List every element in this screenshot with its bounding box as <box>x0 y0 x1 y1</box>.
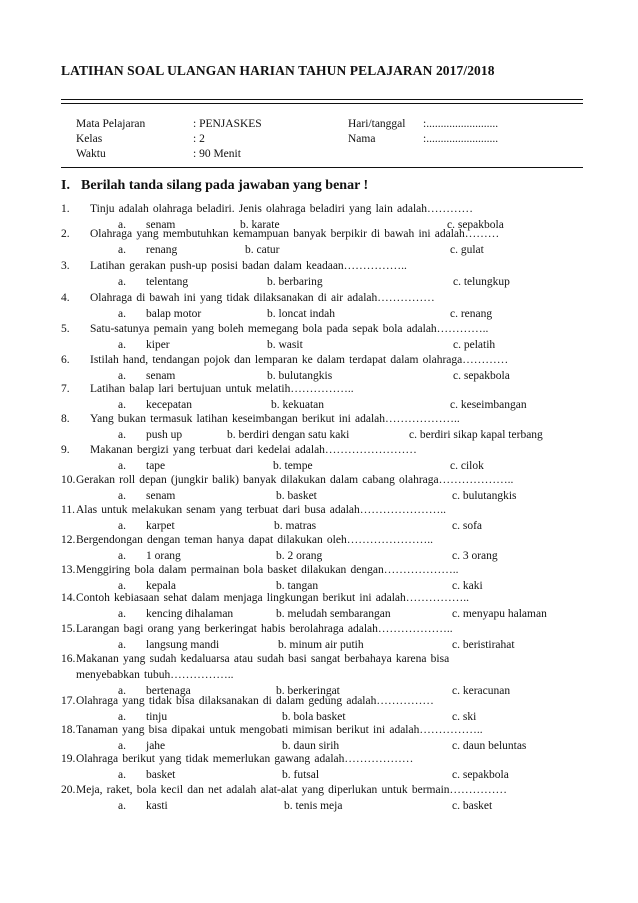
option-a: push up <box>146 429 183 441</box>
option-a: 1 orang <box>146 550 181 562</box>
option-a-letter: a. <box>118 639 126 651</box>
section-instruction: Berilah tanda silang pada jawaban yang benar ! <box>81 178 369 193</box>
option-a-letter: a. <box>118 370 126 382</box>
option-c: c. beristirahat <box>452 639 515 651</box>
option-a: basket <box>146 769 176 781</box>
option-a: karpet <box>146 520 175 532</box>
option-a: bertenaga <box>146 685 191 697</box>
question-text-continued: menyebabkan tubuh…………….. <box>76 669 234 681</box>
question-text: Olahraga berikut yang tidak memerlukan gawang adalah……………… <box>76 753 414 765</box>
option-a-letter: a. <box>118 550 126 562</box>
option-a: senam <box>146 219 176 231</box>
option-a-letter: a. <box>118 800 126 812</box>
option-a: langsung mandi <box>146 639 220 651</box>
option-a-letter: a. <box>118 339 126 351</box>
date-label: Hari/tanggal <box>348 118 406 130</box>
option-a-letter: a. <box>118 308 126 320</box>
question-text: Bergendongan dengan teman hanya dapat dilakukan oleh………………….. <box>76 534 433 546</box>
question-text: Olahraga di bawah ini yang tidak dilaksanakan di air adalah…………… <box>90 292 435 304</box>
question-text: Yang bukan termasuk latihan keseimbangan berikut ini adalah……………….. <box>90 413 460 425</box>
option-c: c. keracunan <box>452 685 511 697</box>
question-text: Gerakan roll depan (jungkir balik) banyak dilakukan dalam cabang olahraga……………….. <box>76 474 514 486</box>
name-value: :......................... <box>423 133 499 145</box>
option-b: b. bola basket <box>282 711 346 723</box>
question-text: Olahraga yang membutuhkan kemampuan banyak berpikir di bawah ini adalah……… <box>90 228 500 240</box>
option-a-letter: a. <box>118 520 126 532</box>
class-label: Kelas <box>76 133 103 145</box>
question-text: Satu-satunya pemain yang boleh memegang bola pada sepak bola adalah………….. <box>90 323 489 335</box>
date-value: :......................... <box>423 118 499 130</box>
option-a-letter: a. <box>118 769 126 781</box>
question-number: 14. <box>61 592 76 604</box>
option-c: c. sepakbola <box>447 219 504 231</box>
header-rule-bottom <box>61 167 583 168</box>
question-number: 6. <box>61 354 70 366</box>
option-c: c. sepakbola <box>453 370 510 382</box>
option-a: kasti <box>146 800 168 812</box>
option-c: c. menyapu halaman <box>452 608 547 620</box>
question-text: Larangan bagi orang yang berkeringat habis berolahraga adalah……………….. <box>76 623 453 635</box>
option-a-letter: a. <box>118 685 126 697</box>
option-c: c. basket <box>452 800 493 812</box>
option-c: c. ski <box>452 711 477 723</box>
time-label: Waktu <box>76 148 106 160</box>
option-a-letter: a. <box>118 608 126 620</box>
question-number: 13. <box>61 564 76 576</box>
option-b: b. tangan <box>276 580 319 592</box>
question-number: 10. <box>61 474 76 486</box>
subject-label: Mata Pelajaran <box>76 118 146 130</box>
option-b: b. minum air putih <box>278 639 364 651</box>
option-a: tinju <box>146 711 168 723</box>
option-c: c. keseimbangan <box>450 399 527 411</box>
subject-value: : PENJASKES <box>193 118 262 130</box>
question-number: 8. <box>61 413 70 425</box>
header-rule-top-second <box>61 103 583 104</box>
option-a-letter: a. <box>118 219 126 231</box>
option-b: b. wasit <box>267 339 303 351</box>
question-text: Makanan yang sudah kedaluarsa atau sudah basi sangat berbahaya karena bisa <box>76 653 450 665</box>
option-b: b. karate <box>240 219 280 231</box>
option-c: c. kaki <box>452 580 483 592</box>
time-value: : 90 Menit <box>193 148 241 160</box>
option-b: b. berkeringat <box>276 685 340 697</box>
option-b: b. bulutangkis <box>267 370 333 382</box>
question-text: Tanaman yang bisa dipakai untuk mengobati mimisan berikut ini adalah…………….. <box>76 724 483 736</box>
option-b: b. tempe <box>273 460 313 472</box>
option-a: kencing dihalaman <box>146 608 234 620</box>
section-number: I. <box>61 178 70 193</box>
option-b: b. berdiri dengan satu kaki <box>227 429 350 441</box>
option-a: renang <box>146 244 178 256</box>
question-text: Makanan bergizi yang terbuat dari kedelai adalah…………………… <box>90 444 417 456</box>
option-c: c. pelatih <box>453 339 496 351</box>
option-a-letter: a. <box>118 276 126 288</box>
option-c: c. daun beluntas <box>452 740 527 752</box>
option-a-letter: a. <box>118 399 126 411</box>
option-c: c. bulutangkis <box>452 490 517 502</box>
question-text: Latihan gerakan push-up posisi badan dalam keadaan…………….. <box>90 260 407 272</box>
question-text: Contoh kebiasaan sehat dalam menjaga lingkungan berikut ini adalah…………….. <box>76 592 469 604</box>
option-a-letter: a. <box>118 711 126 723</box>
question-text: Alas untuk melakukan senam yang terbuat dari busa adalah………………….. <box>76 504 447 516</box>
question-number: 5. <box>61 323 70 335</box>
question-number: 9. <box>61 444 70 456</box>
option-a-letter: a. <box>118 740 126 752</box>
option-a-letter: a. <box>118 580 126 592</box>
option-c: c. renang <box>450 308 493 320</box>
section-heading <box>61 178 368 194</box>
option-c: c. gulat <box>450 244 484 256</box>
question-text: Latihan balap lari bertujuan untuk melatih…………….. <box>90 383 354 395</box>
question-number: 16. <box>61 653 76 665</box>
option-c: c. berdiri sikap kapal terbang <box>409 429 543 441</box>
option-a-letter: a. <box>118 490 126 502</box>
question-number: 1. <box>61 203 70 215</box>
option-b: b. loncat indah <box>267 308 336 320</box>
option-a-letter: a. <box>118 429 126 441</box>
option-b: b. tenis meja <box>284 800 343 812</box>
question-number: 19. <box>61 753 76 765</box>
question-number: 17. <box>61 695 76 707</box>
option-a: senam <box>146 370 176 382</box>
class-value: : 2 <box>193 133 205 145</box>
header-rule-top <box>61 99 583 100</box>
question-number: 2. <box>61 228 70 240</box>
option-c: c. cilok <box>450 460 484 472</box>
option-a: kiper <box>146 339 170 351</box>
question-number: 4. <box>61 292 70 304</box>
option-b: b. meludah sembarangan <box>276 608 391 620</box>
option-c: c. 3 orang <box>452 550 498 562</box>
option-a: tape <box>146 460 166 472</box>
question-text: Olahraga yang tidak bisa dilaksanakan di dalam gedung adalah…………… <box>76 695 434 707</box>
question-number: 3. <box>61 260 70 272</box>
option-a-letter: a. <box>118 244 126 256</box>
option-b: b. matras <box>274 520 317 532</box>
option-a: senam <box>146 490 176 502</box>
question-number: 11. <box>61 504 75 516</box>
question-number: 12. <box>61 534 76 546</box>
option-b: b. catur <box>245 244 280 256</box>
name-label: Nama <box>348 133 376 145</box>
option-a: kepala <box>146 580 177 592</box>
option-c: c. telungkup <box>453 276 510 288</box>
option-a: balap motor <box>146 308 202 320</box>
question-text: Meja, raket, bola kecil dan net adalah alat-alat yang diperlukan untuk bermain…………… <box>76 784 508 796</box>
question-number: 18. <box>61 724 76 736</box>
option-a-letter: a. <box>118 460 126 472</box>
question-number: 7. <box>61 383 70 395</box>
option-a: kecepatan <box>146 399 192 411</box>
option-b: b. daun sirih <box>282 740 340 752</box>
question-text: Menggiring bola dalam permainan bola basket dilakukan dengan……………….. <box>76 564 459 576</box>
question-number: 20. <box>61 784 76 796</box>
question-text: Istilah hand, tendangan pojok dan lemparan ke dalam terdapat dalam olahraga………… <box>90 354 509 366</box>
option-b: b. 2 orang <box>276 550 323 562</box>
option-c: c. sepakbola <box>452 769 509 781</box>
question-text: Tinju adalah olahraga beladiri. Jenis olahraga beladiri yang lain adalah………… <box>90 203 473 215</box>
option-b: b. futsal <box>282 769 320 781</box>
document-title: LATIHAN SOAL ULANGAN HARIAN TAHUN PELAJARAN 2017/2018 <box>61 63 495 78</box>
option-a: jahe <box>146 740 166 752</box>
option-b: b. berbaring <box>267 276 323 288</box>
option-b: b. basket <box>276 490 317 502</box>
option-a: telentang <box>146 276 189 288</box>
question-number: 15. <box>61 623 76 635</box>
option-c: c. sofa <box>452 520 483 532</box>
option-b: b. kekuatan <box>271 399 325 411</box>
